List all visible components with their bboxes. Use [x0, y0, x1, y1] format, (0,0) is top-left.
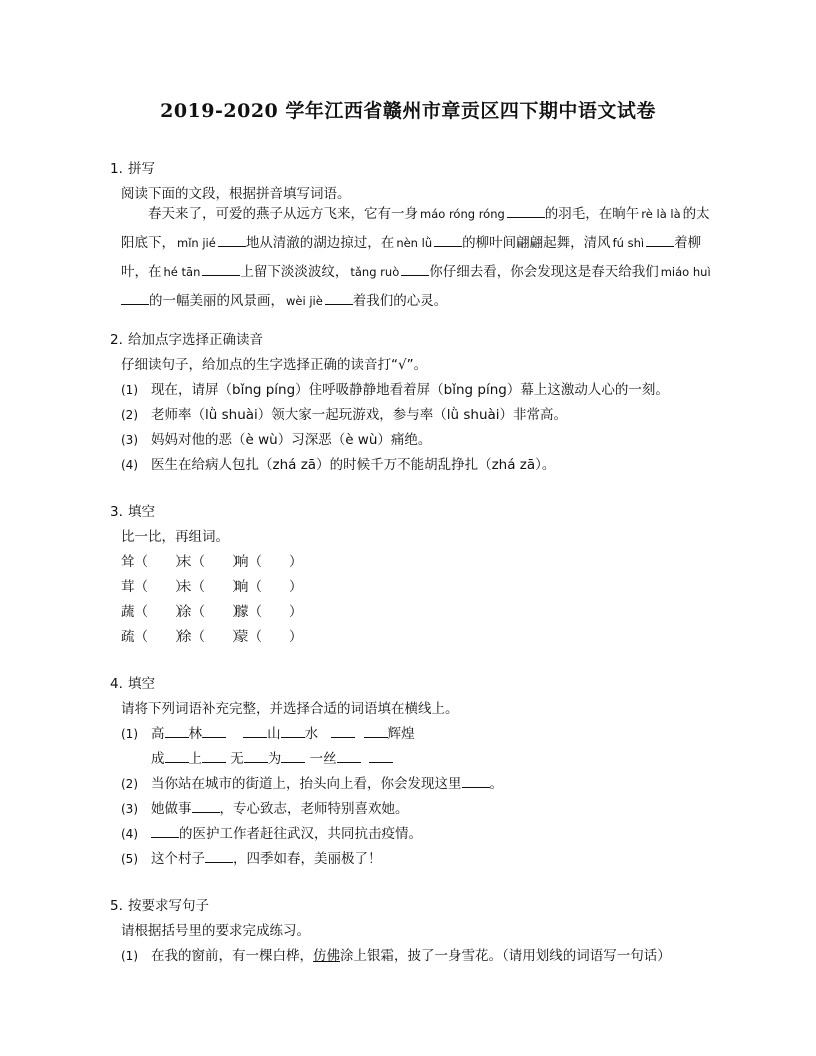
word-cell: 末（ ） — [178, 554, 246, 570]
question-1-instruction: 阅读下面的文段，根据拼音填写词语。 — [121, 186, 351, 202]
word-cell: 疏（ ） — [121, 629, 189, 645]
answer-blank[interactable] — [165, 725, 189, 738]
word-cell: 蒙（ ） — [235, 629, 303, 645]
question-4-item-continued: 成 上 无 为 一丝 — [151, 747, 393, 767]
answer-blank[interactable] — [337, 750, 361, 763]
question-4-instruction: 请将下列词语补充完整，并选择合适的词语填在横线上。 — [121, 701, 459, 717]
answer-blank[interactable] — [646, 234, 674, 247]
question-number: 3. — [110, 504, 123, 520]
question-number: 2. — [110, 332, 123, 348]
question-1-heading — [110, 157, 155, 177]
question-number: 5. — [110, 898, 123, 914]
question-title: 按要求写句子 — [128, 898, 209, 914]
word-cell: 未（ ） — [178, 579, 246, 595]
question-5-heading — [110, 894, 209, 914]
answer-blank[interactable] — [202, 725, 226, 738]
question-title: 填空 — [128, 504, 155, 520]
question-number: 1. — [110, 161, 123, 177]
pinyin: fú shì — [612, 236, 645, 250]
word-cell: 涂（ ） — [178, 604, 246, 620]
pinyin: tǎng ruò — [350, 265, 400, 279]
question-4-item: (4) 的医护工作者赶往武汉，共同抗击疫情。 — [121, 826, 422, 842]
compare-row — [121, 625, 303, 645]
word-cell: 耸（ ） — [121, 554, 189, 570]
question-4-item: (5) 这个村子 ，四季如春，美丽极了！ — [121, 851, 382, 867]
answer-blank[interactable] — [281, 750, 305, 763]
question-1-passage: 春天来了，可爱的燕子从远方飞来，它有一身 máo róng róng 的羽毛，在晌午 rè là là 的太阳底下， mǐn jié 地从清澈的湖边掠过，在 nèn lǜ 的柳叶间翩翩起舞，清风 fú shì 着柳叶，在 hé tān 上留下淡淡波纹， tǎng ruò 你仔细去看，你会发现这是春天给我们 miáo huì的一幅美丽的风景画， wèi jiè 着我们的心灵。 — [121, 206, 711, 309]
answer-blank[interactable] — [244, 750, 268, 763]
answer-blank[interactable] — [202, 750, 226, 763]
question-3-instruction: 比一比，再组词。 — [121, 529, 229, 545]
question-title: 拼写 — [128, 161, 155, 177]
question-title: 给加点字选择正确读音 — [128, 332, 263, 348]
answer-blank[interactable] — [434, 234, 462, 247]
answer-blank[interactable] — [507, 205, 545, 218]
answer-blank[interactable] — [165, 750, 189, 763]
answer-blank[interactable] — [364, 725, 388, 738]
pinyin: rè là là — [641, 207, 681, 221]
question-2-item: (4) 医生在给病人包扎（zhá zā）的时候千万不能胡乱挣扎（zhá zā）。 — [121, 457, 556, 473]
answer-blank[interactable] — [462, 775, 490, 788]
pinyin: hé tān — [163, 265, 201, 279]
word-cell: 茸（ ） — [121, 579, 189, 595]
answer-blank[interactable] — [401, 263, 429, 276]
answer-blank[interactable] — [121, 292, 149, 305]
compare-row — [121, 550, 303, 570]
pinyin: mǐn jié — [177, 236, 216, 250]
question-2-item: (2) 老师率（lǜ shuài）领大家一起玩游戏，参与率（lǜ shuài）非常高。 — [121, 407, 568, 423]
page-title: 2019-2020 学年江西省赣州市章贡区四下期中语文试卷 — [160, 100, 656, 122]
answer-blank[interactable] — [218, 234, 246, 247]
underlined-word: 仿佛 — [313, 948, 340, 964]
pinyin: máo róng róng — [420, 207, 505, 221]
word-cell: 徐（ ） — [178, 629, 246, 645]
answer-blank[interactable] — [325, 292, 353, 305]
answer-blank[interactable] — [202, 263, 240, 276]
question-2-instruction: 仔细读句子，给加点的生字选择正确的读音打“√”。 — [121, 357, 428, 373]
question-3-heading — [110, 500, 155, 520]
answer-blank[interactable] — [281, 725, 305, 738]
question-4-item: (2) 当你站在城市的街道上，抬头向上看，你会发现这里 。 — [121, 776, 503, 792]
question-2-item: (3) 妈妈对他的恶（è wù）习深恶（è wù）痛绝。 — [121, 432, 432, 448]
answer-blank[interactable] — [205, 850, 233, 863]
word-cell: 朦（ ） — [235, 604, 303, 620]
question-title: 填空 — [128, 676, 155, 692]
compare-row — [121, 575, 303, 595]
word-cell: 响（ ） — [235, 554, 303, 570]
answer-blank[interactable] — [192, 800, 220, 813]
question-4-heading — [110, 672, 155, 692]
answer-blank[interactable] — [331, 725, 355, 738]
pinyin: nèn lǜ — [396, 236, 433, 250]
answer-blank[interactable] — [243, 725, 267, 738]
answer-blank[interactable] — [151, 825, 179, 838]
pinyin: wèi jiè — [286, 294, 323, 308]
question-4-item: (1) 高 林 山 水 辉煌 — [121, 726, 415, 742]
question-2-item: (1) 现在，请屏（bǐng píng）住呼吸静静地看着屏（bǐng píng）幕上这激动人心的一刻。 — [121, 382, 669, 398]
answer-blank[interactable] — [369, 750, 393, 763]
question-4-item: (3) 她做事 ，专心致志，老师特别喜欢她。 — [121, 801, 409, 817]
word-cell: 晌（ ） — [235, 579, 303, 595]
question-5-instruction: 请根据括号里的要求完成练习。 — [121, 923, 310, 939]
word-cell: 蔬（ ） — [121, 604, 189, 620]
question-number: 4. — [110, 676, 123, 692]
compare-row — [121, 600, 303, 620]
pinyin: miáo huì — [660, 265, 711, 279]
question-2-heading — [110, 328, 263, 348]
question-5-item: (1) 在我的窗前，有一棵白桦，仿佛涂上银霜，披了一身雪花。（请用划线的词语写一句话） — [121, 948, 671, 964]
